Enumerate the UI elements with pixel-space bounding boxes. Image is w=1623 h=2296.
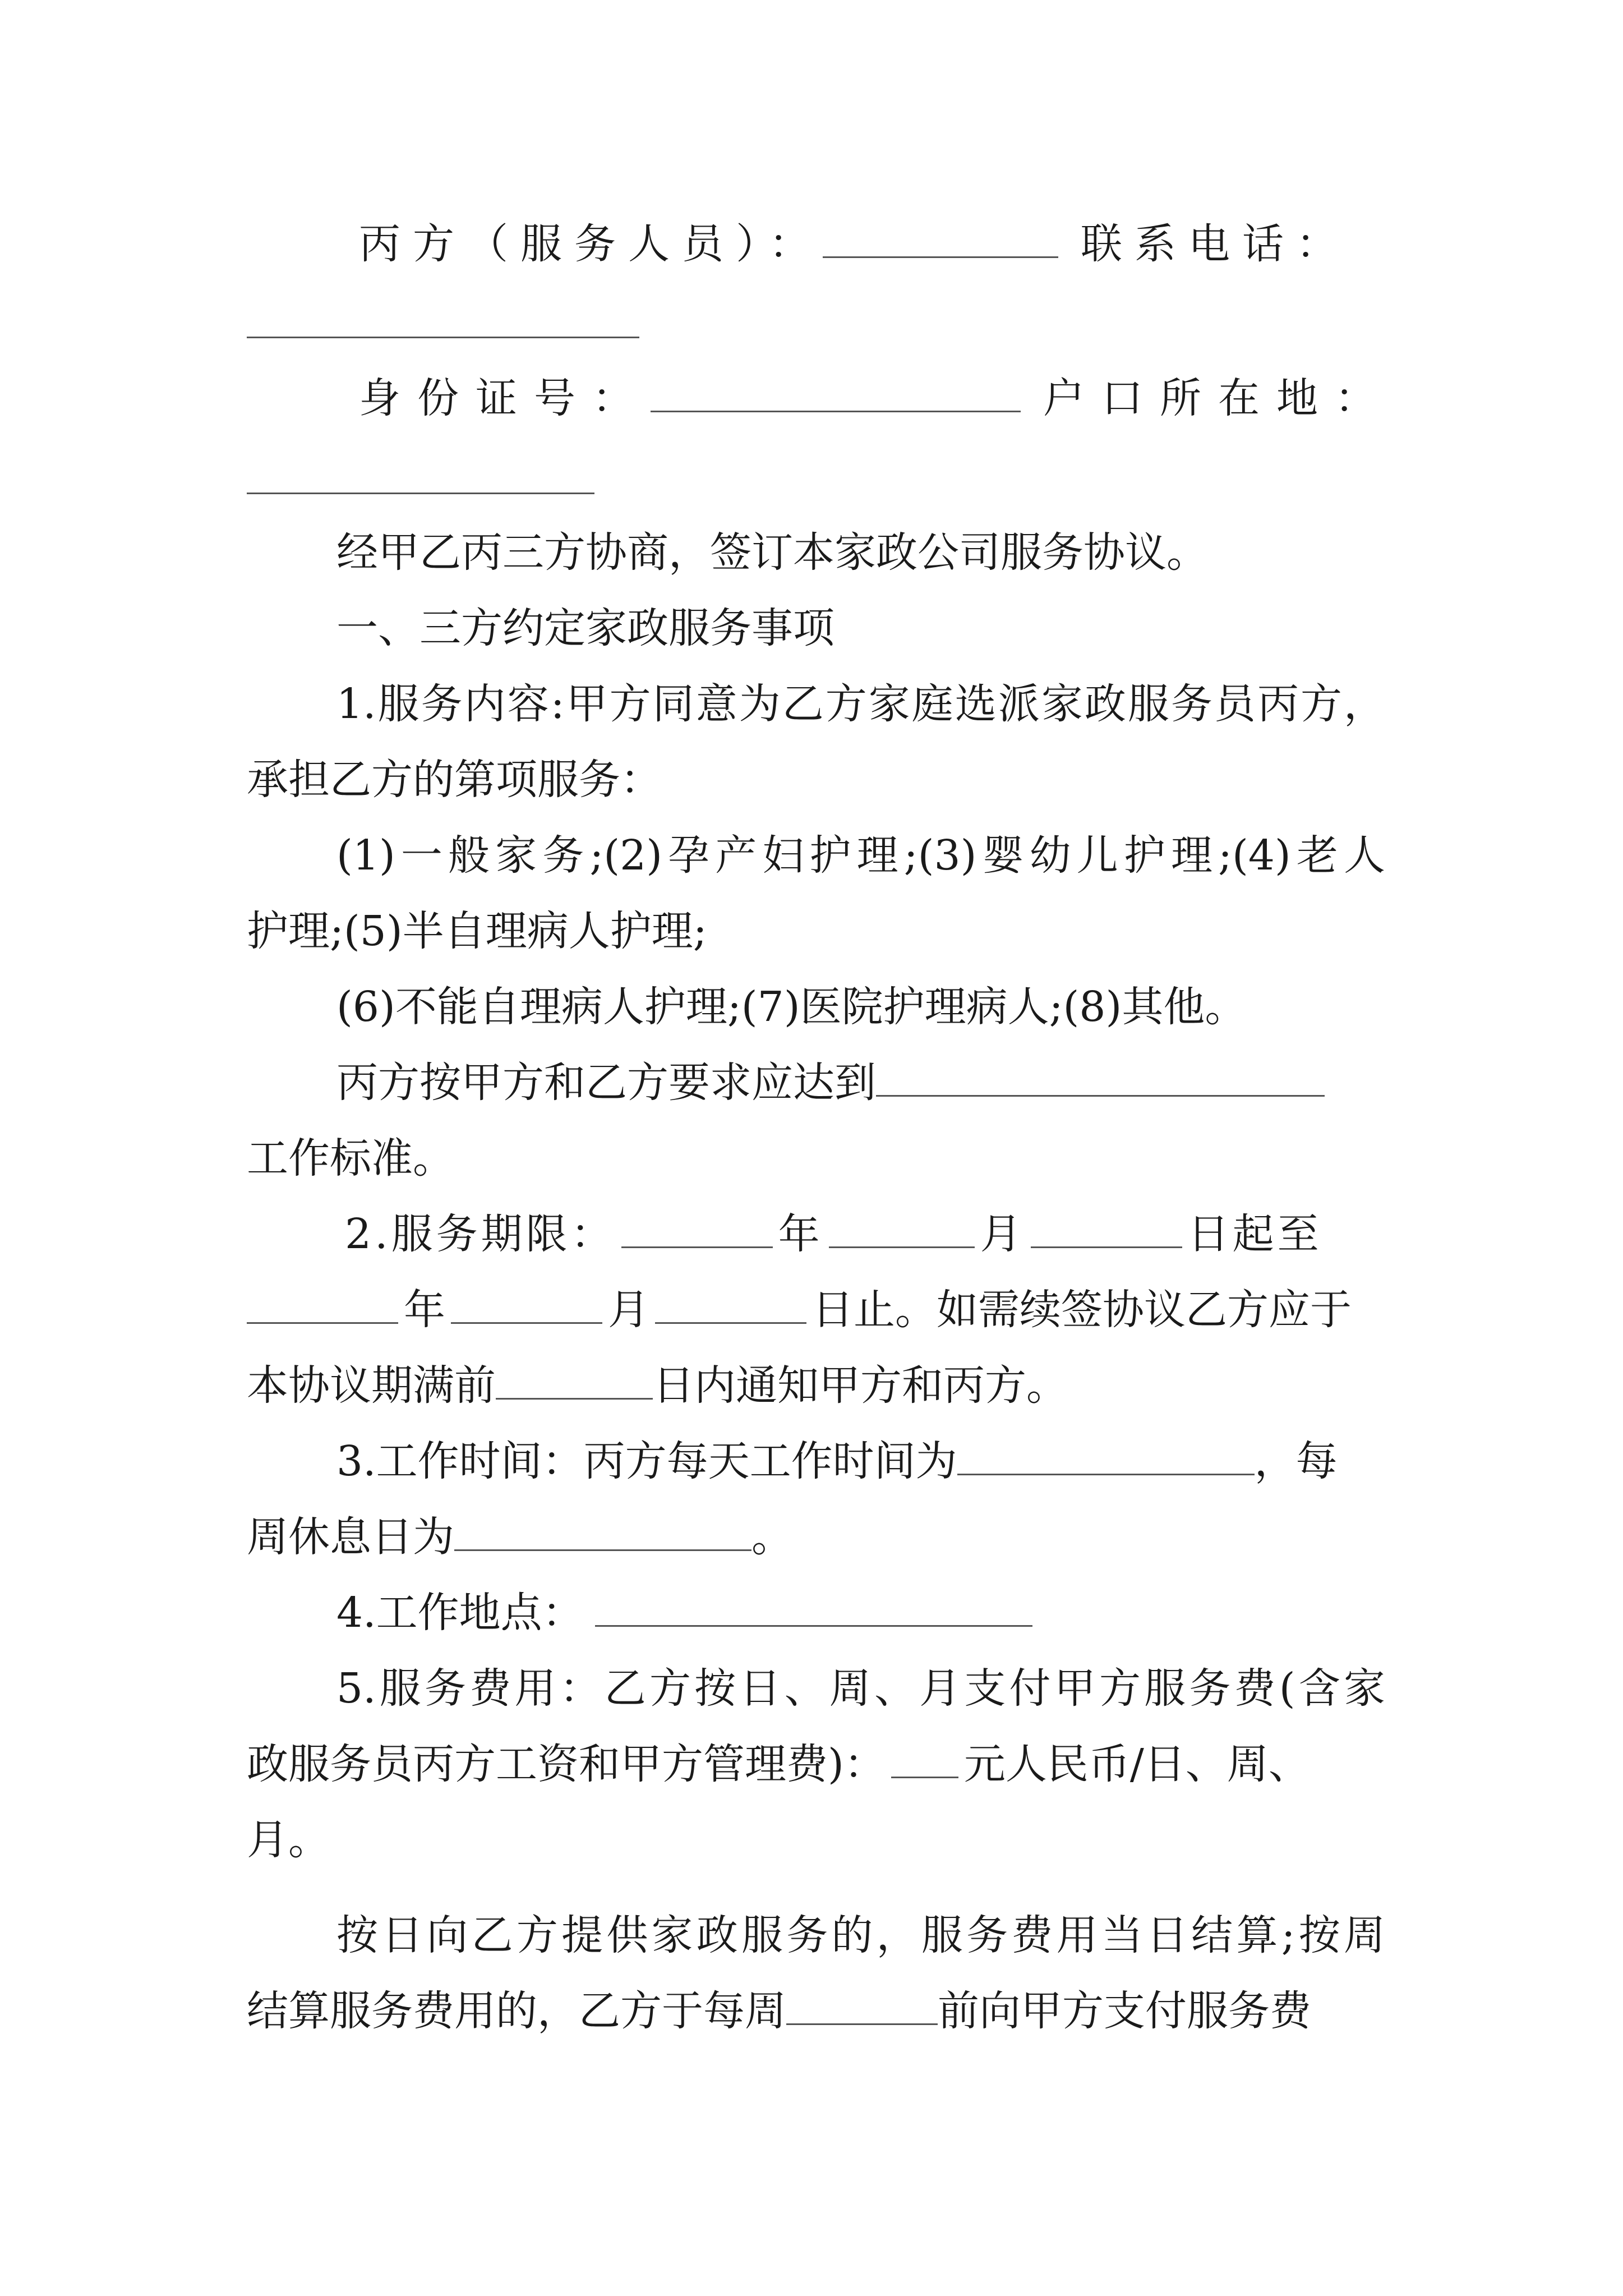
standard-field[interactable] (876, 1055, 1325, 1097)
month-label: 月 (980, 1210, 1025, 1258)
location-row (336, 1585, 1032, 1641)
party-c-name-field[interactable] (823, 216, 1058, 258)
fee-row2 (247, 1736, 1310, 1792)
hours-prefix: 3.工作时间：丙方每天工作时间为 (336, 1437, 957, 1485)
fee-amount-field[interactable] (891, 1736, 958, 1778)
standard-row (336, 1055, 1325, 1111)
term-row2 (247, 1282, 1352, 1338)
party-c-label: 丙方（服务人员）： (359, 220, 823, 268)
location-label: 4.工作地点： (336, 1589, 584, 1637)
notice-suffix: 日内通知甲方和丙方。 (653, 1361, 1068, 1410)
term-label: 2.服务期限： (345, 1210, 616, 1258)
hukou-label: 户口所在地： (1043, 374, 1393, 422)
id-row (359, 370, 1393, 426)
end-year-field[interactable] (247, 1282, 398, 1324)
rest-row (247, 1509, 793, 1565)
section1-title: 一、三方约定家政服务事项 (336, 604, 834, 652)
hours-field[interactable] (957, 1433, 1255, 1475)
standard-suffix: 工作标准。 (247, 1134, 454, 1182)
start-year-field[interactable] (621, 1206, 773, 1248)
settle-line2b: 前向甲方支付服务费 (938, 1987, 1311, 2035)
hours-row (336, 1433, 1338, 1489)
settle-row2 (247, 1983, 1311, 2039)
settle-line2a: 结算服务费用的，乙方于每周 (247, 1987, 786, 2035)
rest-suffix: 。 (751, 1513, 793, 1561)
fee-line3: 月。 (247, 1816, 330, 1864)
item1-line2: 承担乙方的第项服务： (247, 756, 662, 804)
notice-row (247, 1358, 1068, 1414)
end-day-field[interactable] (655, 1282, 806, 1324)
id-label: 身份证号： (359, 374, 651, 422)
end-month-field[interactable] (451, 1282, 602, 1324)
day-from-label: 日起至 (1187, 1210, 1322, 1258)
settle-weekday-field[interactable] (786, 1983, 938, 2025)
rest-day-field[interactable] (454, 1509, 751, 1551)
id-number-field[interactable] (651, 370, 1021, 412)
item1-line1: 1.服务内容:甲方同意为乙方家庭选派家政服务员丙方， (336, 680, 1385, 728)
fee-line2b: 元人民币/日、周、 (963, 1740, 1310, 1788)
services-line1: (1)一般家务;(2)孕产妇护理;(3)婴幼儿护理;(4)老人 (336, 831, 1385, 880)
phone-label: 联系电话： (1081, 220, 1350, 268)
month-label-2: 月 (608, 1286, 649, 1334)
standard-prefix: 丙方按甲方和乙方要求应达到 (336, 1059, 876, 1107)
day-to-text: 日止。如需续签协议乙方应于 (812, 1286, 1352, 1334)
settle-line1: 按日向乙方提供家政服务的，服务费用当日结算;按周 (336, 1911, 1385, 1959)
notice-days-field[interactable] (496, 1358, 653, 1400)
services-line2: 护理;(5)半自理病人护理; (247, 907, 707, 955)
preamble: 经甲乙丙三方协商，签订本家政公司服务协议。 (336, 528, 1208, 577)
services-line3: (6)不能自理病人护理;(7)医院护理病人;(8)其他。 (336, 983, 1247, 1031)
phone-field[interactable] (247, 337, 639, 338)
fee-line2a: 政服务员丙方工资和甲方管理费)： (247, 1740, 886, 1788)
hukou-field[interactable] (247, 493, 594, 494)
notice-prefix: 本协议期满前 (247, 1361, 496, 1410)
rest-prefix: 周休息日为 (247, 1513, 454, 1561)
location-field[interactable] (595, 1585, 1032, 1627)
fee-line1: 5.服务费用：乙方按日、周、月支付甲方服务费(含家 (336, 1664, 1385, 1713)
hours-suffix: ，每 (1254, 1437, 1338, 1485)
party-c-row (359, 216, 1350, 272)
year-label-2: 年 (404, 1286, 445, 1334)
term-row (345, 1206, 1322, 1262)
start-day-field[interactable] (1031, 1206, 1182, 1248)
year-label: 年 (778, 1210, 823, 1258)
start-month-field[interactable] (829, 1206, 975, 1248)
